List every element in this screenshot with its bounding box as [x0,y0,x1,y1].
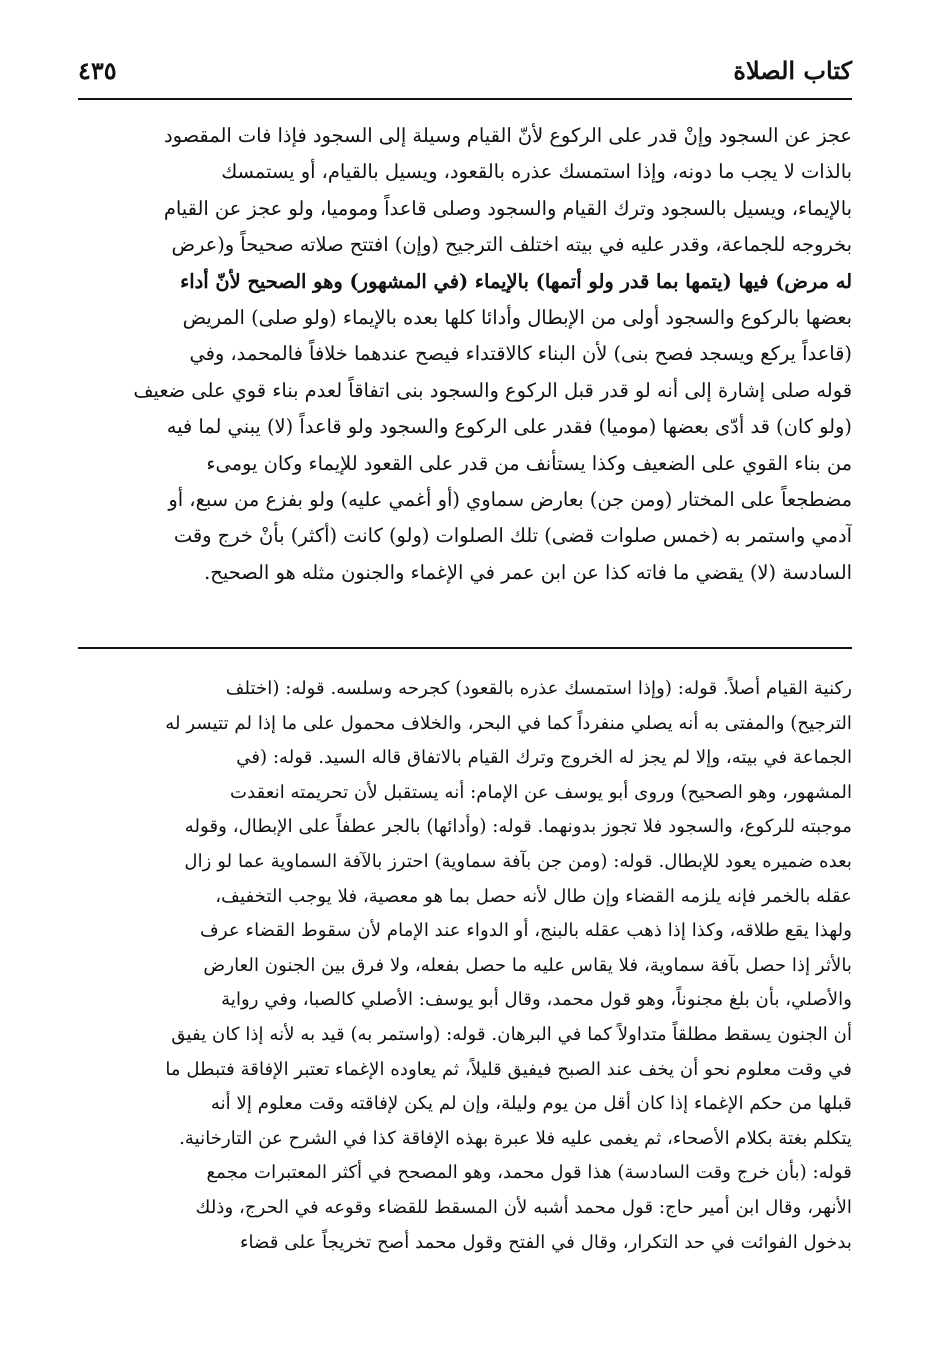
main-line: قوله صلى إشارة إلى أنه لو قدر قبل الركوع والسجود بنى اتفاقاً لعدم بناء قوي على ضعيف [133,378,852,402]
page-header [78,50,852,90]
commentary-line: يتكلم بغتة بكلام الأصحاء، ثم يغمى عليه فلا عبرة بهذه الإفاقة كذا في الشرح عن التارخانية. [179,1127,852,1149]
main-line: بعضها بالركوع والسجود أولى من الإبطال وأدائا كلها بعده بالإيماء (ولو صلى) المريض [182,306,852,330]
main-line: عجز عن السجود وإنْ قدر على الركوع لأنّ القيام وسيلة إلى السجود فإذا فات المقصود [163,124,852,147]
commentary-line: قوله: (بأن خرج وقت السادسة) هذا قول محمد، وهو المصحح في أكثر المعتبرات مجمع [206,1162,852,1184]
page-number: ٤٣٥ [78,56,117,85]
commentary-line: بدخول الفوائت في حد التكرار، وقال في الفتح وقول محمد أصح تخريجاً على قضاء [239,1231,852,1253]
main-line: مضطجعاً على المختار (ومن جن) بعارض سماوي (أو أغمي عليه) ولو بفزع من سبع، أو [168,488,852,512]
main-line: بالذات لا يجب ما دونه، وإذا استمسك عذره بالقعود، ويسيل بالقيام، أو يستمسك [221,160,852,184]
commentary-text [80,672,852,1260]
main-line: بالإيماء، ويسيل بالسجود وترك القيام والسجود وصلى قاعداً وموميا، ولو عجز عن القيام [163,196,852,220]
commentary-line: موجبته للركوع، والسجود فلا تجوز بدونهما. قوله: (وأدائها) بالجر عطفاً على الإبطال، وقوله [184,816,852,838]
main-line: له مرض) فيها (يتمها بما قدر ولو أتمها) بالإيماء (في المشهور) وهو الصحيح لأنّ أداء [180,269,852,293]
header-divider [78,98,852,100]
commentary-line: قبلها من حكم الإغماء إذا كان أقل من يوم وليلة، وإن لم يكن لإفاقته وقت معلوم إلا أنه [210,1093,852,1115]
chapter-title: كتاب الصلاة [733,56,852,85]
main-line: بخروجه للجماعة، وقدر عليه في بيته اختلف الترجيح (وإن) افتتح صلاته صحيحاً و(عرض [171,233,852,257]
commentary-line: ركنية القيام أصلاً. قوله: (وإذا استمسك عذره بالقعود) كجرحه وسلسه. قوله: (اختلف [225,678,852,699]
commentary-line: الجماعة في بيته، وإلا لم يجز له الخروج وترك القيام بالاتفاق قاله السيد. قوله: (في [236,747,852,769]
commentary-line: الأنهر، وقال ابن أمير حاج: قول محمد أشبه لأن المسقط للقضاء وقوعه في الحرج، وذلك [195,1196,852,1218]
commentary-line: أن الجنون يسقط مطلقاً متداولاً كما في البرهان. قوله: (واستمر به) قيد به لأنه إذا كان يفيق [171,1023,852,1045]
main-line: من بناء القوي على الضعيف وكذا يستأنف من قدر على القعود للإيماء وكان يومىء [206,451,852,475]
main-line: السادسة (لا) يقضي ما فاته كذا عن ابن عمر في الإغماء والجنون مثله هو الصحيح. [204,560,852,584]
main-line: (قاعداً يركع ويسجد فصح بنى) لأن البناء كالاقتداء فيصح عندهما خلافاً فالمحمد، وفي [189,342,852,366]
commentary-divider [78,647,852,649]
commentary-line: الترجيح) والمفتى به أنه يصلي منفرداً كما في البحر، والخلاف محمول على ما إذا لم تتيسر له [165,712,852,734]
commentary-line: والأصلي، بأن بلغ مجنوناً، وهو قول محمد، وقال أبو يوسف: الأصلي كالصبا، وفي رواية [221,989,852,1011]
main-line: آدمي واستمر به (خمس صلوات قضى) تلك الصلوات (ولو) كانت (أكثر) بأنْ خرج وقت [173,524,852,548]
main-text [80,118,852,591]
commentary-line: بعده ضميره يعود للإبطال. قوله: (ومن جن بآفة سماوية) احترز بالآفة السماوية عما لو زال [184,850,852,872]
commentary-line: في وقت معلوم نحو أن يخف عند الصبح فيفيق قليلاً، ثم يعاوده الإغماء تعتبر الإفاقة فتبطل ما [165,1058,852,1080]
commentary-line: ولهذا يقع طلاقه، وكذا إذا ذهب عقله بالبنج، أو الدواء عند الإمام لأن سقوط القضاء عرف [200,920,852,942]
commentary-line: عقله بالخمر فإنه يلزمه القضاء وإن طال لأنه حصل بما هو معصية، فلا يوجب التخفيف، [215,885,852,907]
commentary-line: المشهور، وهو الصحيح) وروى أبو يوسف عن الإمام: أنه يستقبل لأن تحريمته انعقدت [230,781,852,803]
commentary-line: بالأثر إذا حصل بآفة سماوية، فلا يقاس عليه ما حصل بفعله، ولا فرق بين الجنون العارض [203,954,852,976]
main-line: (ولو كان) قد أدّى بعضها (موميا) فقدر على الركوع والسجود ولو قاعداً (لا) يبني لما فيه [166,415,852,439]
